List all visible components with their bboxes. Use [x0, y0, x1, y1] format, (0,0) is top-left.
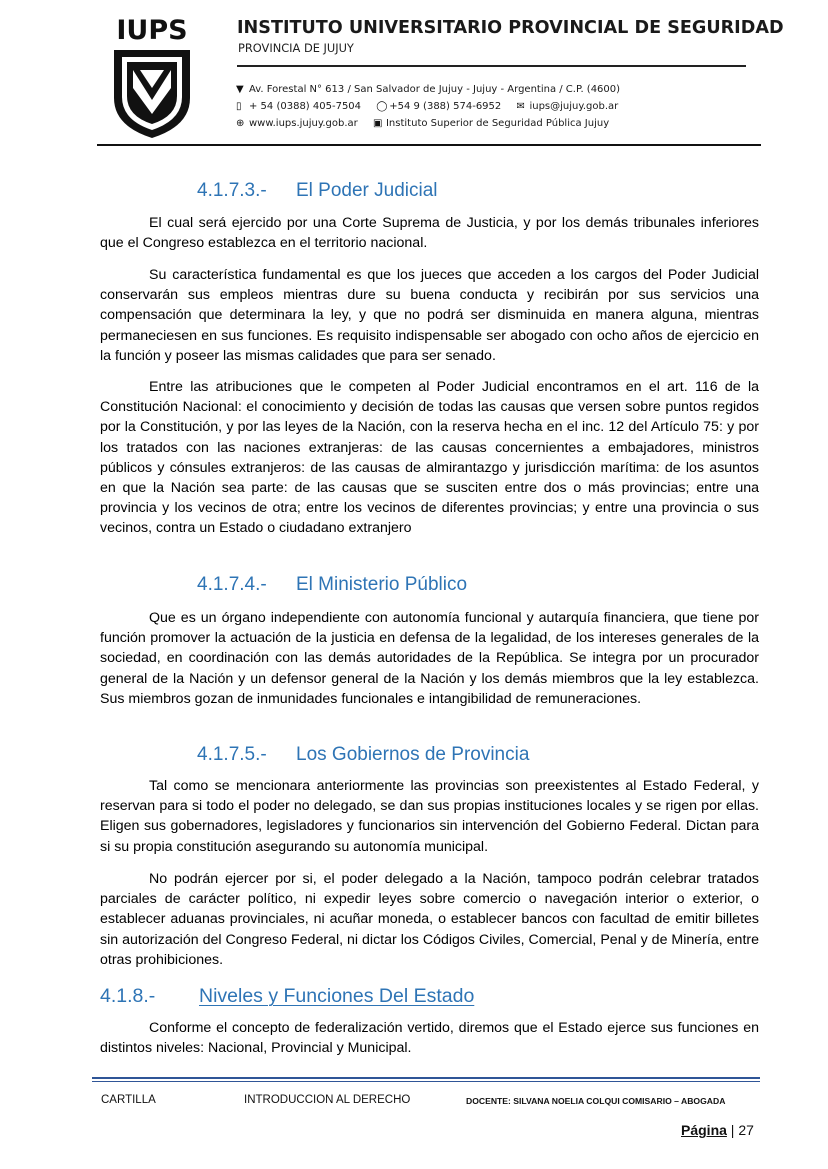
- header-divider: [237, 65, 746, 67]
- heading-number: 4.1.8.-: [100, 985, 156, 1007]
- footer-course: INTRODUCCION AL DERECHO: [244, 1094, 411, 1106]
- footer-rule: [92, 1077, 760, 1079]
- website-text: www.iups.jujuy.gob.ar: [249, 118, 358, 129]
- phone-line: [236, 100, 618, 113]
- iups-shield-logo-icon: [112, 48, 192, 140]
- heading-title: Los Gobiernos de Provincia: [296, 744, 530, 765]
- footer-left: CARTILLA: [101, 1094, 156, 1106]
- iups-logo-text: IUPS: [116, 15, 188, 46]
- paragraph-7: Conforme el concepto de federalización vertido, diremos que el Estado ejerce sus funciones en distintos niveles: Nacional, Provincial y Municipal.: [100, 1020, 759, 1057]
- phone-text: + 54 (0388) 405-7504: [249, 101, 362, 112]
- heading-ministerio-publico: [197, 573, 467, 597]
- paragraph-5: Tal como se mencionara anteriormente las provincias son preexistentes al Estado Federal, y reservan para si todo el poder no delegado, se dan sus propias instituciones locales y se rigen por ellas. Eligen sus gobernadores, legisladores y funcionarios sin intervención del Gobierno Federal. Dictan para si su propia constitución asegurando su autonomía municipal.: [100, 778, 759, 855]
- paragraph-3: Entre las atribuciones que le competen al Poder Judicial encontramos en el art. 116 de la Constitución Nacional: el conocimiento y decisión de todas las causas que versen sobre puntos regidos por la Constitución, y por las leyes de la Nación, con la reserva hecha en el inc. 12 del Artículo 75: y por los tratados con las naciones extranjeras: de las causas concernientes a embajadores, ministros públicos y cónsules extranjeros: de las causas de almirantazgo y jurisdicción marítima: de los asuntos en que la Nación sea parte: de las causas que se susciten entre dos o más provincias; entre una provincia y los vecinos de otra; entre los vecinos de diferentes provincias; y entre una provincia o sus vecinos, contra un Estado o ciudadano extranjero: [100, 379, 759, 537]
- facebook-icon: ▣: [372, 118, 383, 129]
- email-text: iups@jujuy.gob.ar: [529, 101, 619, 112]
- paragraph-6: No podrán ejercer por si, el poder delegado a la Nación, tampoco podrán celebrar tratados parciales de carácter político, ni expedir leyes sobre comercio o navegación interior o exterior, o establecer aduanas provinciales, ni acuñar moneda, o establecer bancos con facultad de emitir billetes sin autorización del Congreso Federal, ni dictar los Códigos Civiles, Comercial, Penal y de Minería, entre otras prohibiciones.: [100, 871, 759, 968]
- email-icon: ✉: [516, 101, 525, 112]
- heading-poder-judicial: [197, 179, 438, 203]
- heading-title: El Poder Judicial: [296, 180, 438, 201]
- page-label: Página: [681, 1122, 727, 1138]
- paragraph-2: Su característica fundamental es que los jueces que acceden a los cargos del Poder Judicial conservarán sus empleos mientras dure su buena conducta y recibirán por sus servicios una compensación que determinara la ley, y que no podrá ser disminuida en manera alguna, mientras permaneciesen en sus funciones. Es requisito indispensable ser abogado con ocho años de ejercicio en la función y poseer las mismas calidades que para ser senado.: [100, 267, 759, 364]
- institution-title: INSTITUTO UNIVERSITARIO PROVINCIAL DE SEGURIDAD: [237, 18, 784, 38]
- location-pin-icon: ▼: [236, 84, 244, 95]
- address-text: Av. Forestal N° 613 / San Salvador de Jujuy - Jujuy - Argentina / C.P. (4600): [249, 84, 621, 95]
- heading-number: 4.1.7.3.-: [197, 180, 267, 201]
- whatsapp-icon: ◯: [376, 101, 388, 112]
- facebook-text: Instituto Superior de Seguridad Pública Jujuy: [385, 118, 610, 129]
- globe-icon: ⊕: [236, 118, 245, 129]
- page-number: [681, 1121, 754, 1139]
- paragraph-4: Que es un órgano independiente con autonomía funcional y autarquía financiera, que tiene por función promover la actuación de la justicia en defensa de la legalidad, de los intereses generales de la sociedad, en coordinación con las demás autoridades de la República. Se integra por un procurador general de la Nación y un defensor general de la Nación y los demás miembros que la ley establezca. Sus miembros gozan de inmunidades funcionales e intangibilidad de remuneraciones.: [100, 610, 759, 707]
- web-line: [236, 117, 609, 130]
- whatsapp-text: +54 9 (388) 574-6952: [389, 101, 502, 112]
- heading-number: 4.1.7.5.-: [197, 744, 267, 765]
- page-separator: |: [730, 1122, 735, 1138]
- heading-gobiernos-de-provincia: [197, 743, 529, 767]
- heading-number: 4.1.7.4.-: [197, 574, 267, 595]
- heading-title: El Ministerio Público: [296, 574, 468, 595]
- footer-teacher: DOCENTE: SILVANA NOELIA COLQUI COMISARIO – ABOGADA: [466, 1096, 726, 1106]
- paragraph-1: El cual será ejercido por una Corte Suprema de Justicia, y por los demás tribunales inferiores que el Congreso establezca en el territorio nacional.: [100, 215, 759, 252]
- address-line: [236, 83, 620, 96]
- province-subtitle: PROVINCIA DE JUJUY: [238, 41, 354, 55]
- heading-niveles-y-funciones: [100, 984, 474, 1008]
- heading-title: Niveles y Funciones Del Estado: [199, 985, 475, 1007]
- mobile-phone-icon: ▯: [236, 101, 242, 112]
- footer-rule-thin: [92, 1081, 760, 1082]
- page-number-value: 27: [738, 1122, 754, 1138]
- header-bottom-rule: [97, 144, 761, 146]
